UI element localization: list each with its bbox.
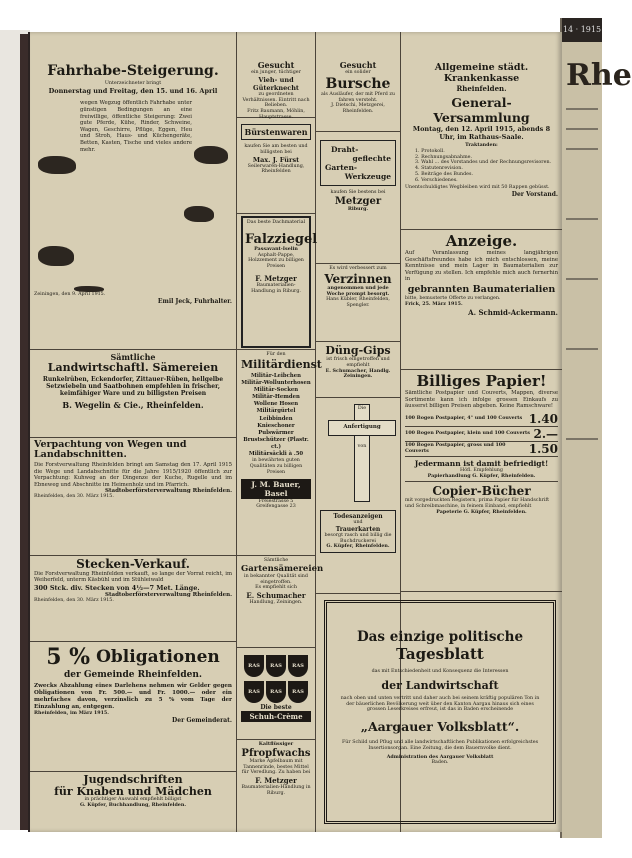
tin-name: Hans Kübler, Rheinfelden, Spengler. bbox=[326, 297, 390, 308]
kasse-place: Rheinfelden. bbox=[456, 84, 507, 93]
box-title-1: Das einzige politische bbox=[356, 629, 524, 645]
wanted-headline: Vieh- und Güterknecht bbox=[253, 75, 299, 92]
military-item: Militärsäckli à .50 bbox=[248, 451, 304, 458]
cross-body: besorgt rasch und billig die Buchdruckerei bbox=[324, 532, 392, 544]
lad-headline: Bursche bbox=[325, 75, 391, 92]
text-line bbox=[566, 108, 598, 110]
garden-firm: E. Schumacher bbox=[246, 591, 306, 600]
wanted-name: Fritz Baumann, Möhlin, Hauptstrasse. bbox=[247, 109, 305, 120]
kasse-agenda bbox=[405, 149, 558, 184]
military-item: Leibbinden bbox=[259, 415, 293, 422]
wanted-title: Gesucht bbox=[257, 60, 295, 70]
ad-seeds bbox=[30, 350, 236, 438]
seeds-body: Runkelrüben, Eckendorfer, Zittauer-Rüben, hellgelbe Setzwiebeln und Saatbohnen empfehlen in frischer, keimfähiger Ware und zu billigsten Preisen bbox=[42, 375, 224, 397]
kasse-headline: General-Versammlung bbox=[433, 95, 530, 125]
horse-illustration bbox=[194, 146, 228, 164]
ad-road-lease bbox=[30, 438, 236, 556]
paper-firm: Papierhandlung G. Küpfer, Rheinfelden. bbox=[427, 472, 536, 479]
notice-headline: gebrannten Baumaterialien bbox=[407, 284, 556, 296]
cross-firm: G. Küpfer, Rheinfelden. bbox=[326, 543, 390, 550]
wood-sign: Stadtoberförsterverwaltung Rheinfelden. bbox=[105, 591, 232, 598]
lad-name: J. Dietschi, Metzgerei, Rheinfelden. bbox=[331, 103, 385, 114]
kasse-sign: Der Vorstand. bbox=[511, 191, 558, 198]
text-line bbox=[566, 278, 598, 280]
paper-sub: Höfl. Empfehlung bbox=[460, 467, 503, 473]
copy-body: mit vorgedruckten Registern, prima Papier für Handschrift und Schreibmaschine, in feinem Einband, empfiehlt bbox=[405, 498, 550, 510]
newspaper-page bbox=[28, 32, 562, 832]
bonds-body: Zwecks Abzahlung eines Darlehens nehmen wir Gelder gegen Obligationen von Fr. 500.— und Fr. 1000.— oder ein mehrfaches davon, verzinslich zu 5 % vom Tage der Einzahlung an, entgegen. bbox=[34, 683, 232, 710]
military-items bbox=[241, 373, 311, 459]
bonds-sub: der Gemeinde Rheinfelden. bbox=[63, 670, 203, 680]
lad-title: Gesucht bbox=[339, 60, 377, 70]
military-item: Militärgürtel bbox=[256, 408, 296, 415]
cross-line-2: Anfertigung bbox=[343, 424, 381, 430]
ad-tinning bbox=[316, 264, 400, 342]
gips-firm: E. Schumacher, Handlg. Zeiningen. bbox=[325, 367, 391, 380]
ad-military bbox=[237, 350, 322, 556]
price-row-text: 100 Bogen Postpapier, gross und 100 Couverts bbox=[405, 442, 506, 454]
kasse-when: Montag, den 12. April 1915, abends 8 Uhr, im Rathaus-Saale. bbox=[412, 125, 551, 141]
shoe-name: Schuh-Crème bbox=[241, 711, 311, 722]
garden-body: in bekannter Qualität sind eingetroffen. bbox=[244, 573, 308, 585]
cattle-illustration bbox=[184, 206, 214, 222]
ad-mourning-cards bbox=[316, 398, 400, 594]
paper-price-list bbox=[405, 412, 558, 457]
auction-dates: Donnerstag und Freitag, den 15. und 16. April bbox=[48, 87, 218, 96]
military-tail: in bewährten guten Qualitäten zu billigen Preisen bbox=[249, 458, 303, 475]
falz-place: Baumaterialien-Handlung in Riburg. bbox=[251, 282, 301, 294]
notice-date: Frick, 25. März 1915. bbox=[405, 300, 463, 307]
agenda-item: 6. Verschiedenes. bbox=[415, 177, 458, 183]
falz-firm: F. Metzger bbox=[255, 273, 297, 283]
shoe-cream-flag: RAS bbox=[244, 681, 264, 703]
wire-body: kaufen Sie bestens bei bbox=[330, 190, 386, 195]
bonds-sign: Der Gemeinderat. bbox=[172, 716, 232, 724]
box-admin: Administration des Aargauer Volksblatt bbox=[386, 753, 494, 760]
notice-title: Anzeige. bbox=[445, 232, 518, 250]
cross-vertical bbox=[354, 404, 370, 502]
ad-wood-sale bbox=[30, 556, 236, 642]
ad-wire-mesh bbox=[316, 132, 400, 264]
military-item: Pulswärmer bbox=[258, 429, 294, 436]
tin-body: Es wird verbessert zum bbox=[329, 266, 387, 271]
wood-date: Rheinfelden, den 30. März 1915. bbox=[34, 597, 114, 603]
shoe-cream-flag: RAS bbox=[266, 655, 286, 677]
shoe-cream-flag: RAS bbox=[244, 655, 264, 677]
cross-line-5: und bbox=[353, 520, 363, 525]
military-item: Militär-Hemden bbox=[252, 394, 300, 401]
price-row-price: 1.50 bbox=[528, 441, 558, 456]
ad-brushes bbox=[237, 118, 315, 214]
ad-aargauer-volksblatt bbox=[324, 600, 556, 824]
next-page-header-strip: 14 · 1915 bbox=[562, 18, 602, 42]
military-title: Militärdienst bbox=[241, 357, 322, 371]
ad-fahrhabe-auction bbox=[30, 32, 236, 350]
notice-body: Auf Veranlassung meines langjährigen Geschäftsfreundes habe ich mich entschlossen, meine Kenntnisse und mein Lager in Baumaterialien zur Verfügung zu stellen. Ich empfehle mich auch fernerhin in bbox=[405, 250, 558, 283]
falz-sub: Passavant-Iselin bbox=[254, 245, 298, 252]
wagon-illustration bbox=[38, 246, 74, 266]
agenda-item: 1. Protokoll. bbox=[415, 148, 445, 154]
paper-body: Sämtliche Postpapier und Couverts, Mappen, diverse Sortimente kann ich infolge grossen Einkaufs zu äusserst billigen Preisen abgeben. Keine Ramschware! bbox=[405, 390, 558, 410]
youth-firm: G. Küpfer, Buchhandlung, Rheinfelden. bbox=[79, 801, 187, 808]
wax-firm: F. Metzger bbox=[255, 776, 297, 785]
text-line bbox=[566, 218, 598, 220]
military-addr2: Greifengasse 23 bbox=[256, 504, 296, 510]
box-headline: der Landwirtschaft bbox=[381, 678, 499, 692]
notice-tail: bitte, bemusterte Offerte zu verlangen. bbox=[405, 296, 501, 302]
brushes-firm: Max. J. Fürst bbox=[252, 155, 300, 164]
column-2 bbox=[237, 32, 324, 832]
military-item: Militär-Leibchen bbox=[251, 372, 301, 379]
roads-body: Die Forstverwaltung Rheinfelden bringt am Samstag den 17. April 1915 die Wege und Landabschnitte für die Jahre 1915/1920 öffentlich zur Verpachtung: Kuhweg an der Dingenze der Kuche, Rugelle und im Ebneweg und Abschnitte im Heimenholz und im Pfarrich. bbox=[34, 461, 232, 488]
agenda-item: 3. Wahl ... des Vorstandes und der Rechnungsrevisoren. bbox=[415, 160, 552, 166]
gips-title: Düng-Gips bbox=[325, 344, 391, 357]
youth-title-2: für Knaben und Mädchen bbox=[54, 784, 212, 798]
gips-body: ist frisch eingetroffen und empfiehlt bbox=[326, 357, 390, 368]
ad-grafting-wax bbox=[237, 740, 315, 832]
divider bbox=[405, 481, 558, 482]
kasse-title: Allgemeine städt. Krankenkasse bbox=[434, 62, 529, 84]
cross-line-1: Die bbox=[357, 406, 367, 411]
next-page-masthead: Rhe bbox=[566, 58, 632, 93]
military-addr: Freiestrasse 5 bbox=[258, 498, 294, 504]
military-item: Militär-Socken bbox=[253, 387, 299, 394]
brushes-place: Seilerwaren-Handlung, Rheinfelden bbox=[247, 163, 305, 175]
military-item: Militär-Wollunterhosen bbox=[241, 379, 311, 386]
falz-title: Falzziegel bbox=[245, 231, 318, 247]
wire-line-3: Garten- bbox=[325, 163, 358, 172]
ad-youth-books bbox=[30, 772, 236, 832]
tin-title: Verzinnen bbox=[324, 271, 392, 286]
wax-body: Marke Apfelbaum mit Tannenrinde, bestes Mittel für Veredlung. Zu haben bei bbox=[241, 758, 311, 776]
youth-title-1: Jugendschriften bbox=[83, 773, 183, 786]
shoe-title: Die beste bbox=[260, 704, 292, 711]
youth-body: in prächtiger Auswahl empfiehlt billigst bbox=[84, 797, 182, 803]
auction-intro: Unterzeichneter bringt bbox=[104, 80, 162, 86]
shoe-cream-flag: RAS bbox=[266, 681, 286, 703]
wax-place: Baumaterialien-Handlung in Riburg. bbox=[241, 785, 311, 796]
bonds-title: Obligationen bbox=[96, 647, 220, 667]
shoe-cream-flag: RAS bbox=[288, 681, 308, 703]
price-row-text: 100 Bogen Postpapier, 4° und 100 Couverts bbox=[405, 414, 523, 421]
cow-illustration bbox=[38, 156, 76, 174]
price-row bbox=[405, 412, 558, 427]
cross-line-3: von bbox=[357, 444, 367, 449]
auction-date: Zeiningen, den 9. April 1915. bbox=[34, 292, 106, 298]
plough-illustration bbox=[74, 286, 104, 292]
text-line bbox=[566, 348, 598, 350]
lad-body: ein solider bbox=[345, 70, 371, 75]
agenda-item: 5. Beiträge des Bundes. bbox=[415, 171, 474, 177]
ad-lad-wanted bbox=[316, 32, 400, 132]
wax-title: Pfropfwachs bbox=[241, 747, 311, 759]
book-binding bbox=[20, 34, 28, 830]
bonds-date: Rheinfelden, im März 1915. bbox=[34, 709, 109, 716]
cross-frame bbox=[320, 400, 396, 508]
wanted-tail: zu geordneten Verhältnissen. Eintritt nach Belieben. bbox=[242, 91, 310, 109]
wanted-body: ein junger, tüchtiger bbox=[251, 70, 301, 75]
box-title-2: Tagesblatt bbox=[396, 645, 484, 663]
ad-bonds bbox=[30, 642, 236, 772]
copy-title: Copier-Bücher bbox=[432, 484, 531, 499]
garden-top: Sämtliche bbox=[263, 558, 289, 563]
column-1 bbox=[30, 32, 237, 832]
seeds-title-1: Sämtliche bbox=[110, 352, 156, 362]
ad-notice-building-materials bbox=[401, 230, 562, 370]
agenda-item: 2. Rechnungsabnahme. bbox=[415, 154, 473, 160]
text-line bbox=[566, 128, 598, 130]
ad-health-insurance bbox=[401, 32, 562, 230]
text-line bbox=[566, 148, 598, 150]
garden-place: Handlung, Zeiningen. bbox=[249, 600, 303, 605]
ad-garden-seeds bbox=[237, 556, 324, 648]
military-item: Wollene Hosen bbox=[253, 401, 299, 408]
box-body-2: nach oben und unten vertritt und daher auch bei seinem kräftig populären Ton in der bäuerlichen Bevölkerung weit über den Kanton Aargau hinaus sich eines grossen Leserkreises erfreut, ist das in Baden erscheinende bbox=[340, 695, 540, 713]
wood-title: Stecken-Verkauf. bbox=[76, 557, 190, 571]
military-item: Brustschützer (Plastr. ct.) bbox=[243, 437, 309, 451]
box-body-3: Für Schild und Pflug und alle landwirtschaftlichen Publikationen erfolgreichstes Insertionsorgan. Eine Zeitung, die dem Bauernvolke dient. bbox=[341, 740, 539, 751]
cross-line-4: Todesanzeigen bbox=[333, 513, 383, 520]
roads-sign: Stadtoberförsterverwaltung Rheinfelden. bbox=[105, 488, 232, 495]
falz-body: Asphalt-Pappe, Holzzement zu billigen Preisen bbox=[248, 252, 304, 269]
tin-tail: angenommen und jede Woche prompt besorgt. bbox=[326, 284, 390, 297]
military-firm: J. M. Bauer, Basel bbox=[241, 479, 311, 499]
copy-firm: Papeterie G. Küpfer, Rheinfelden. bbox=[436, 508, 527, 515]
lad-tail: als Ausläufer, der mit Pferd zu fahren versteht. bbox=[321, 91, 395, 103]
wax-top: Kaltflüssiger bbox=[258, 741, 294, 747]
roads-date: Rheinfelden, den 30. März 1915. bbox=[34, 494, 114, 500]
auction-title: Fahrhabe-Steigerung. bbox=[47, 63, 219, 79]
brushes-body: kaufen Sie am besten und billigsten bei bbox=[244, 144, 308, 155]
wire-firm: Metzger bbox=[334, 195, 382, 207]
bonds-percent: 5 % bbox=[46, 644, 91, 670]
paper-title: Billiges Papier! bbox=[416, 372, 547, 390]
box-place: Baden. bbox=[431, 760, 449, 766]
kasse-agenda-title: Traktanden: bbox=[465, 142, 498, 148]
ad-falzziegel bbox=[237, 214, 318, 350]
military-item: Knieschoner bbox=[257, 422, 295, 429]
seeds-firm: B. Wegelin & Cie., Rheinfelden. bbox=[62, 399, 204, 410]
price-row-price: 1.40 bbox=[528, 411, 558, 426]
agenda-item: 4. Statutenrevision. bbox=[415, 166, 463, 171]
garden-title: Gartensämereien bbox=[241, 563, 324, 574]
auction-signature: Emil Jeck, Fuhrhalter. bbox=[157, 298, 232, 306]
garden-body2: Es empfiehlt sich bbox=[255, 585, 297, 591]
seeds-title-2: Landwirtschaftl. Sämereien bbox=[47, 361, 219, 374]
military-top: Für den bbox=[266, 352, 286, 357]
notice-sign: A. Schmid-Ackermann. bbox=[468, 307, 558, 317]
shoe-cream-flag: RAS bbox=[288, 655, 308, 677]
price-row bbox=[405, 442, 558, 457]
wire-place: Riburg. bbox=[347, 205, 369, 212]
brushes-title: Bürstenwaren bbox=[244, 127, 308, 137]
text-line bbox=[566, 438, 598, 440]
ad-fertilizer-gypsum bbox=[316, 342, 400, 398]
box-name: „Aargauer Volksblatt“. bbox=[360, 719, 520, 734]
ad-shoe-cream bbox=[237, 648, 315, 740]
ad-farmhand-wanted bbox=[237, 32, 315, 118]
price-row-price: 2.— bbox=[533, 426, 558, 441]
falz-top: Das beste Dachmaterial bbox=[246, 220, 306, 225]
wire-line-2: geflechte bbox=[352, 154, 391, 163]
cross-line-6: Trauerkarten bbox=[335, 525, 381, 533]
wood-quantity: 300 Stck. div. Stecken von 4½—7 Met. Länge. bbox=[34, 583, 200, 592]
shoe-flags bbox=[241, 652, 311, 704]
roads-title: Verpachtung von Wegen und Landabschnitten. bbox=[34, 439, 187, 460]
wire-line-1: Draht- bbox=[331, 145, 359, 154]
ad-cheap-paper bbox=[401, 370, 562, 592]
next-page-edge bbox=[560, 18, 632, 838]
wood-body: Die Forstverwaltung Rheinfelden verkauft, so lange der Vorrat reicht, im Weiherfeld, unterm Käsbühl und im Stühleiwald bbox=[34, 570, 232, 584]
price-row-text: 100 Bogen Postpapier, klein und 100 Couverts bbox=[405, 429, 530, 436]
box-body-1: das mit Entschiedenheit und Konsequenz die Interessen bbox=[371, 669, 509, 674]
auction-body: wegen Wegzug öffentlich Fahrhabe unter günstigen Bedingungen an eine freiwillige, öffentliche Steigerung: Zwei gute Pferde, Kühe, Rinder, Schweine, Wagen, Geschirre, Pflüge, Eggen, Heu und Stroh, Haus- und Küchengeräte, Betten, Kasten, Tische und vieles andere mehr. bbox=[80, 100, 192, 153]
price-row bbox=[405, 427, 558, 442]
kasse-note: Unentschuldigtes Wegbleiben wird mit 50 Rappen gebüsst. bbox=[405, 185, 550, 191]
wire-line-4: Werkzeuge bbox=[344, 172, 391, 181]
paper-tail: Jedermann ist damit befriedigt! bbox=[414, 458, 549, 468]
